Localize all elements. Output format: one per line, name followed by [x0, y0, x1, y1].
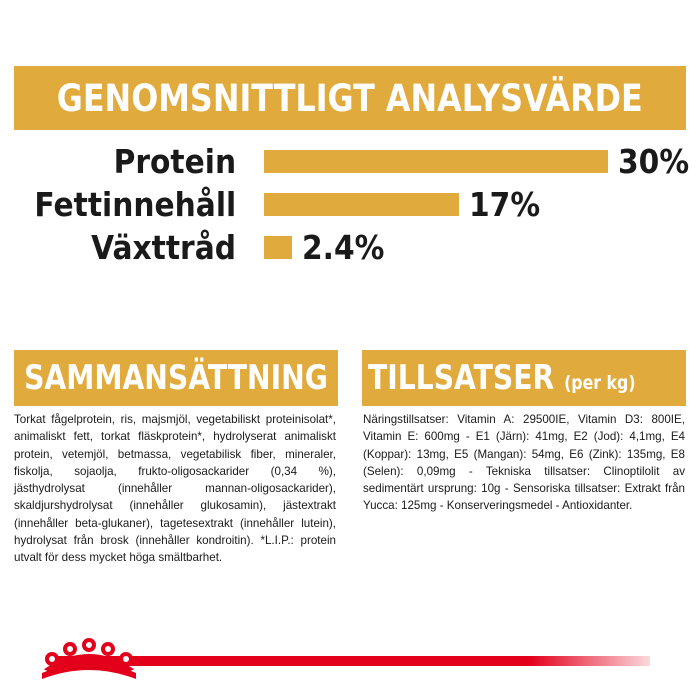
row-label: Fettinnehåll [34, 185, 236, 224]
value-bar [264, 150, 608, 173]
additives-title-wrap [368, 358, 636, 398]
analysis-row-protein [0, 140, 700, 184]
analysis-banner [14, 66, 686, 130]
additives-header [362, 350, 686, 406]
additives-title: TILLSATSER [368, 358, 555, 398]
composition-title: SAMMANSÄTTNING [24, 358, 328, 398]
composition-text: Torkat fågelprotein, ris, majsmjöl, vegetabiliskt proteinisolat*, animaliskt fett, torkat fläskprotein*, hydrolyserat animaliskt protein, vetemjöl, betmassa, vegetabilisk fiber, mineraler, fiskolja, sojaolja, frukto-oligosackarider (0,34 %), jästhydrolysat (innehåller mannan-oligosackarider), skaldjurshydrolysat (innehåller glukosamin), jästextrakt (innehåller beta-glukaner), tagetesextrakt (innehåller lutein), hydrolysat från brosk (innehåller kondroitin). *L.I.P.: protein utvalt för dess mycket höga smältbarhet. [14, 413, 336, 565]
row-value: 30% [618, 142, 690, 181]
royal-canin-crown-icon [34, 633, 144, 681]
row-value: 2.4% [302, 228, 385, 267]
additives-text: Näringstillsatser: Vitamin A: 29500IE, Vitamin D3: 800IE, Vitamin E: 600mg - E1 (Järn): 41mg, E2 (Jod): 4,1mg, E4 (Koppar): 13mg, E5 (Mangan): 54mg, E6 (Zink): 135mg, E8 (Selen): 0,09mg - Tekniska tillsatser: Clinoptilolit av sedimentärt ursprung: 10g - Sensoriska tillsatser: Extrakt från Yucca: 125mg - Konserveringsmedel - Antioxidanter. [363, 413, 685, 513]
analysis-title: GENOMSNITTLIGT ANALYSVÄRDE [56, 76, 644, 120]
additives-title-suffix: (per kg) [564, 372, 636, 394]
composition-header [14, 350, 338, 406]
row-value: 17% [468, 185, 541, 224]
value-bar [264, 236, 292, 259]
row-label: Protein [113, 142, 236, 181]
analysis-row-fat [0, 183, 700, 227]
value-bar [264, 193, 459, 216]
row-label: Växttråd [91, 228, 236, 267]
analysis-row-fiber [0, 226, 700, 270]
